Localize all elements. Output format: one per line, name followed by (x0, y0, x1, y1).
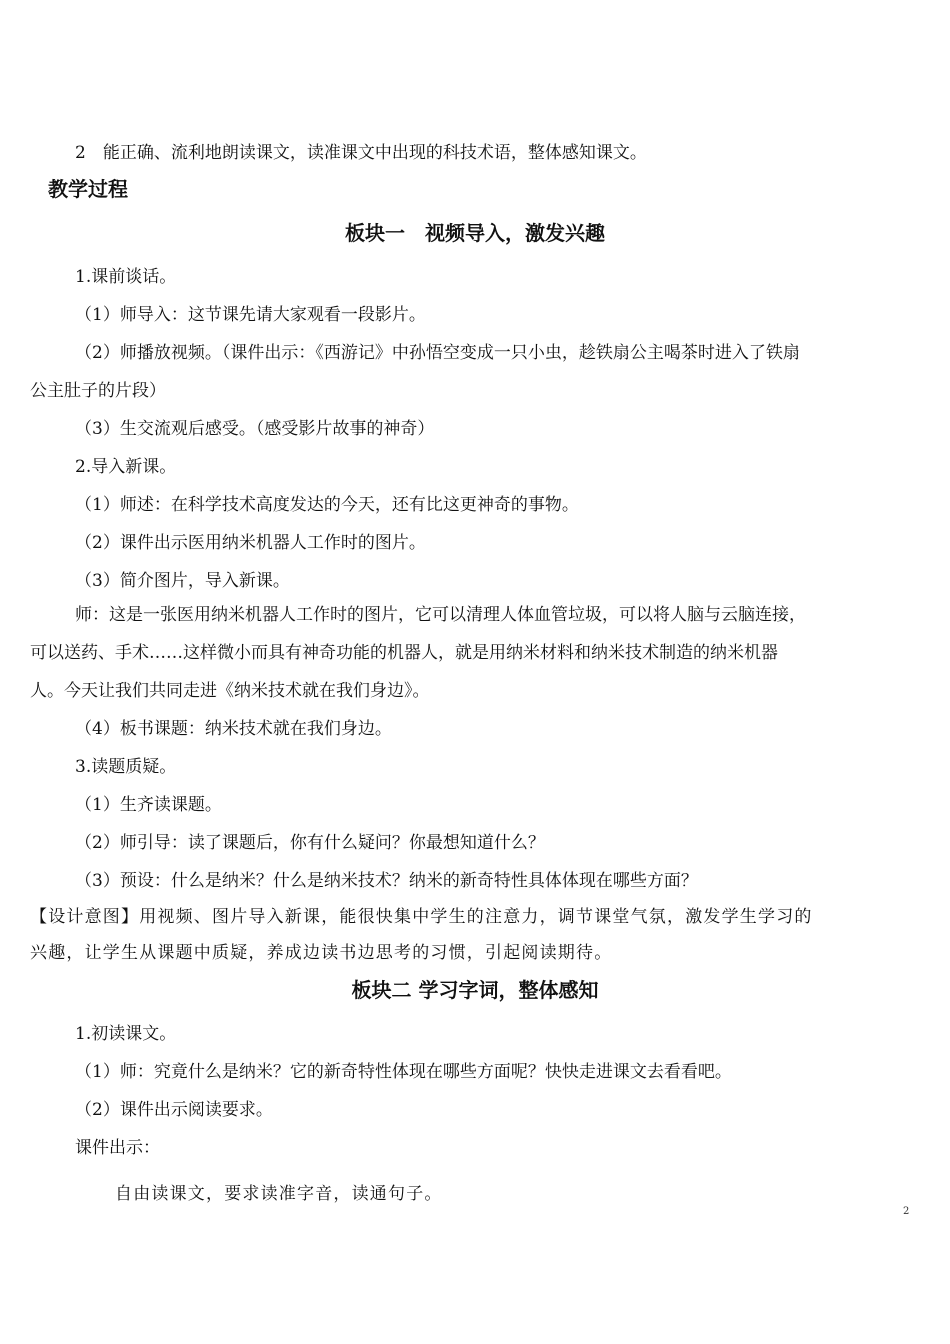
teacher-speech-line2: 可以送药、手术……这样微小而具有神奇功能的机器人，就是用纳米材料和纳米技术制造的纳米机器 (30, 643, 778, 663)
step-3-3: （3）预设：什么是纳米？什么是纳米技术？纳米的新奇特性具体体现在哪些方面？ (75, 871, 698, 891)
objective-2: 2 能正确、流利地朗读课文，读准课文中出现的科技术语，整体感知课文。 (75, 143, 647, 163)
block1-heading: 板块一 视频导入，激发兴趣 (345, 221, 605, 245)
block2-step-1-2: （2）课件出示阅读要求。 (75, 1100, 273, 1120)
block2-heading: 板块二 学习字词，整体感知 (351, 978, 599, 1002)
block2-step-1-heading: 1.初读课文。 (75, 1024, 177, 1044)
step-3-1: （1）生齐读课题。 (75, 795, 222, 815)
teacher-speech-line1: 师：这是一张医用纳米机器人工作时的图片，它可以清理人体血管垃圾，可以将人脑与云脑连接， (75, 605, 806, 625)
step-3-heading: 3.读题质疑。 (75, 757, 177, 777)
step-2-heading: 2.导入新课。 (75, 457, 177, 477)
teacher-speech-line3: 人。今天让我们共同走进《纳米技术就在我们身边》。 (30, 681, 430, 701)
step-2-2: （2）课件出示医用纳米机器人工作时的图片。 (75, 533, 426, 553)
step-2-1: （1）师述：在科学技术高度发达的今天，还有比这更神奇的事物。 (75, 495, 579, 515)
step-2-4: （4）板书课题：纳米技术就在我们身边。 (75, 719, 392, 739)
step-1-heading: 1.课前谈话。 (75, 267, 177, 287)
step-1-3: （3）生交流观后感受。（感受影片故事的神奇） (75, 419, 435, 439)
page-number: 2 (903, 1206, 910, 1217)
section-heading-teaching-process: 教学过程 (48, 177, 128, 201)
step-1-2-line2: 公主肚子的片段） (30, 381, 166, 401)
step-1-2-line1: （2）师播放视频。（课件出示：《西游记》中孙悟空变成一只小虫，趁铁扇公主喝茶时进入了铁扇 (75, 343, 800, 363)
design-intent-line1: 【设计意图】用视频、图片导入新课，能很快集中学生的注意力，调节课堂气氛，激发学生学习的 (30, 907, 813, 927)
courseware-text: 自由读课文，要求读准字音，读通句子。 (115, 1184, 443, 1204)
courseware-label: 课件出示： (75, 1138, 160, 1158)
design-intent-line2: 兴趣，让学生从课题中质疑，养成边读书边思考的习惯，引起阅读期待。 (30, 943, 613, 963)
step-1-1: （1）师导入：这节课先请大家观看一段影片。 (75, 305, 426, 325)
step-3-2: （2）师引导：读了课题后，你有什么疑问？你最想知道什么？ (75, 833, 545, 853)
block2-step-1-1: （1）师：究竟什么是纳米？它的新奇特性体现在哪些方面呢？快快走进课文去看看吧。 (75, 1062, 732, 1082)
step-2-3: （3）简介图片，导入新课。 (75, 571, 290, 591)
